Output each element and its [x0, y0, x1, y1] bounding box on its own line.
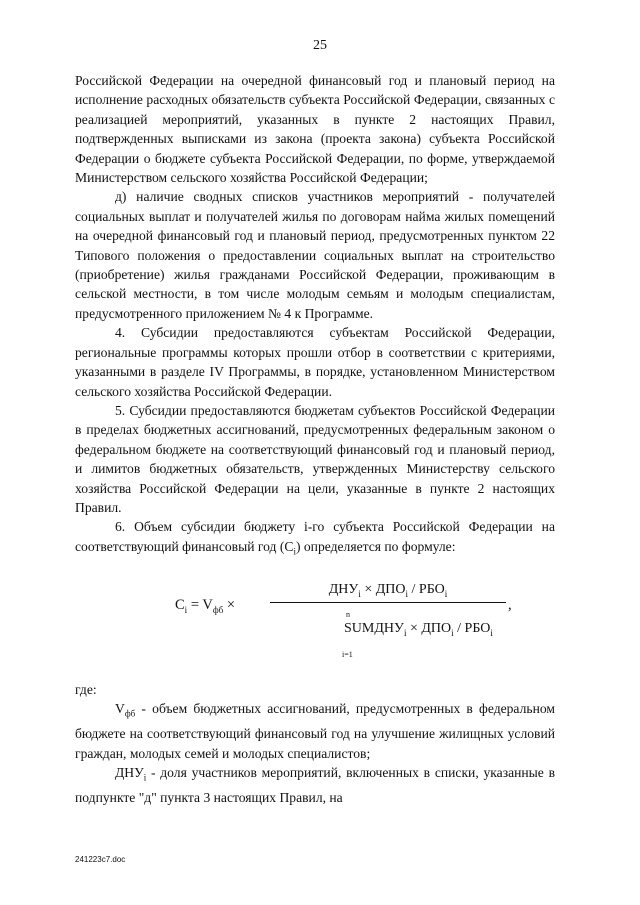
paragraph-4: 4. Субсидии предоставляются субъектам Российской Федерации, региональные программы которых прошли отбор в соответствии с критериями, указанными в разделе IV Программы, в порядке, установленном Министерством сельского хозяйства Российской Федерации.: [75, 325, 555, 399]
paragraph-6-subscript: i: [293, 546, 296, 557]
formula-fraction: [270, 572, 506, 668]
sum-lower-limit: i=1: [342, 649, 353, 659]
fraction-bar: [270, 602, 506, 603]
paragraph-6: [75, 517, 555, 562]
definition-v-fb: $V_{фб}$ - объем бюджетных ассигнований, предусмотренных в федеральном бюджете на соответствующий финансовый год на улучшение жилищных условий граждан, молодых семей и молодых специалистов;: [75, 701, 555, 761]
where-label: где:: [75, 681, 97, 697]
paragraph-6-end: ) определяется по формуле:: [295, 538, 456, 554]
formula-lhs: $C_i = V_{фб}$ ×: [175, 596, 236, 615]
paragraph-5: 5. Субсидии предоставляются бюджетам субъектов Российской Федерации в пределах бюджетных ассигнований, предусмотренных федеральным законом о федеральном бюджете на соответствующий финансовый год и плановый период, и лимитов бюджетных обязательств, утвержденных Министерству сельского хозяйства Российской Федерации на цели, указанные в пункте 2 настоящих Правил.: [75, 402, 555, 515]
formula-comma: ,: [508, 596, 512, 613]
formula-numerator: $ДНУ_i \times ДПО_i / РБО_i$: [328, 581, 448, 599]
paragraph-continuation: Российской Федерации на очередной финансовый год и плановый период на исполнение расходных обязательств субъекта Российской Федерации, связанных с реализацией мероприятий, указанных в пункте 2 настоящих Правил, подтвержденных выписками из закона (проекта закона) субъекта Российской Федерации о бюджете субъекта Российской Федерации, по форме, утверждаемой Министерством сельского хозяйства Российской Федерации;: [75, 73, 555, 186]
page-number: 25: [313, 38, 327, 53]
definition-dnu: $ДНУ_i$ - доля участников мероприятий, включенных в списки, указанные в подпункте "д" пункта 3 настоящих Правил, на: [75, 765, 555, 806]
subsidy-formula: [75, 572, 555, 672]
sum-upper-limit: n: [346, 609, 350, 619]
paragraph-subitem-d: д) наличие сводных списков участников мероприятий - получателей социальных выплат и получателей жилья по договорам найма жилых помещений на очередной финансовый год и плановый период, предусмотренных пунктом 22 Типового положения о предоставлении социальных выплат на строительство (приобретение) жилья гражданами Российской Федерации, проживающим в сельской местности, в том числе молодым семьям и молодым специалистам, предусмотренного приложением № 4 к Программе.: [75, 189, 555, 321]
formula-denominator: $SUMДНУ_i \times ДПО_i / РБО_i$: [344, 620, 493, 638]
paragraph-6-text: 6. Объем субсидии бюджету i-го субъекта Российской Федерации на соответствующий финансовый год (C: [75, 519, 555, 554]
document-body: [75, 71, 555, 808]
footer-filename: 241223c7.doc: [75, 855, 126, 864]
